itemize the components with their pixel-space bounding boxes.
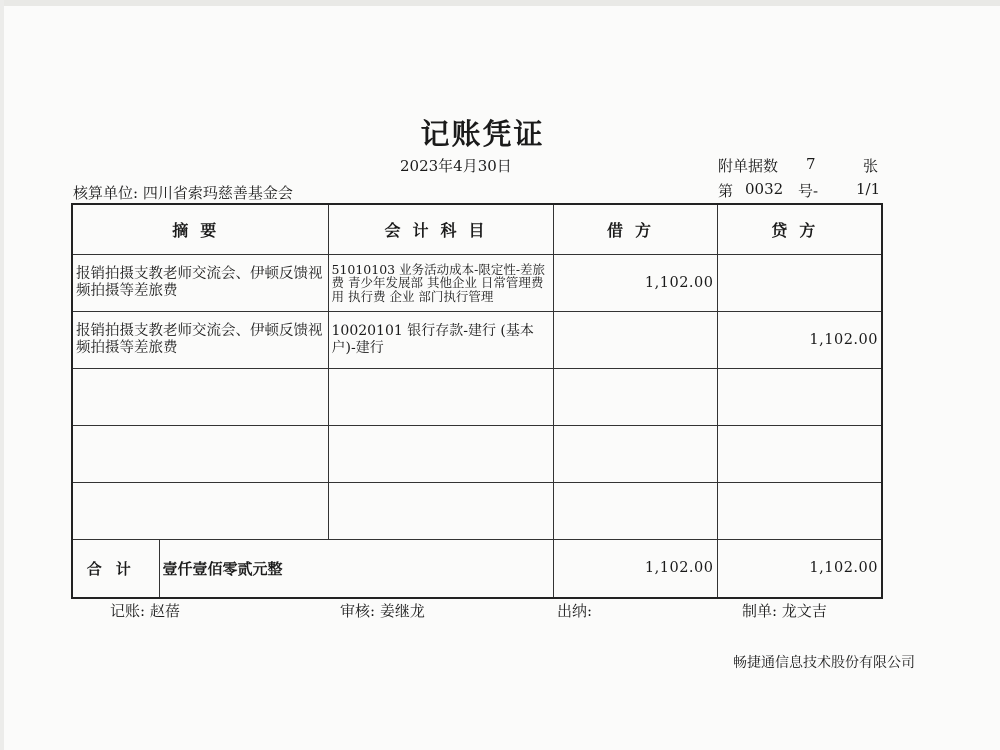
row-summary: 报销拍摄支教老师交流会、伊顿反馈视频拍摄等差旅费 — [72, 255, 328, 312]
row-credit — [717, 255, 882, 312]
preparer: 制单: 龙文吉 — [742, 602, 827, 620]
attachment-count: 7 — [806, 155, 816, 173]
table-row-empty — [72, 369, 882, 426]
header-credit: 贷方 — [717, 204, 882, 255]
voucher-title: 记账凭证 — [420, 117, 545, 151]
table-row-empty — [72, 426, 882, 483]
voucher-date: 2023年4月30日 — [400, 157, 512, 175]
voucher-suffix: 号- — [798, 182, 819, 200]
attachment-unit: 张 — [863, 157, 879, 175]
bookkeeper: 记账: 赵蓓 — [110, 602, 180, 620]
header-summary: 摘要 — [72, 204, 328, 255]
total-label: 合计 — [72, 540, 159, 598]
reviewer: 审核: 姜继龙 — [340, 602, 425, 620]
row-debit — [553, 312, 717, 369]
row-summary: 报销拍摄支教老师交流会、伊顿反馈视频拍摄等差旅费 — [72, 312, 328, 369]
cashier: 出纳: — [557, 602, 593, 620]
attachment-label: 附单据数 — [718, 157, 779, 175]
total-amount-words: 壹仟壹佰零贰元整 — [159, 540, 553, 598]
row-account: 10020101 银行存款-建行 (基本户)-建行 — [328, 312, 553, 369]
voucher-no: 0032 — [745, 180, 784, 198]
header-debit: 借方 — [553, 204, 717, 255]
table-row — [72, 255, 882, 312]
scan-edge-top — [0, 0, 1000, 6]
total-row — [72, 540, 882, 598]
total-credit: 1,102.00 — [717, 540, 882, 598]
total-debit: 1,102.00 — [553, 540, 717, 598]
voucher-page: 1/1 — [856, 180, 881, 198]
table-row — [72, 312, 882, 369]
header-account: 会计科目 — [328, 204, 553, 255]
row-debit: 1,102.00 — [553, 255, 717, 312]
row-credit: 1,102.00 — [717, 312, 882, 369]
table-row-empty — [72, 483, 882, 540]
row-account: 51010103 业务活动成本-限定性-差旅费 青少年发展部 其他企业 日常管理费用 执行费 企业 部门执行管理 — [328, 255, 553, 312]
accounting-unit: 核算单位: 四川省索玛慈善基金会 — [73, 184, 293, 202]
voucher-table — [71, 203, 883, 599]
table-header-row — [72, 204, 882, 255]
voucher-prefix: 第 — [718, 182, 734, 200]
software-company: 畅捷通信息技术股份有限公司 — [733, 655, 915, 671]
